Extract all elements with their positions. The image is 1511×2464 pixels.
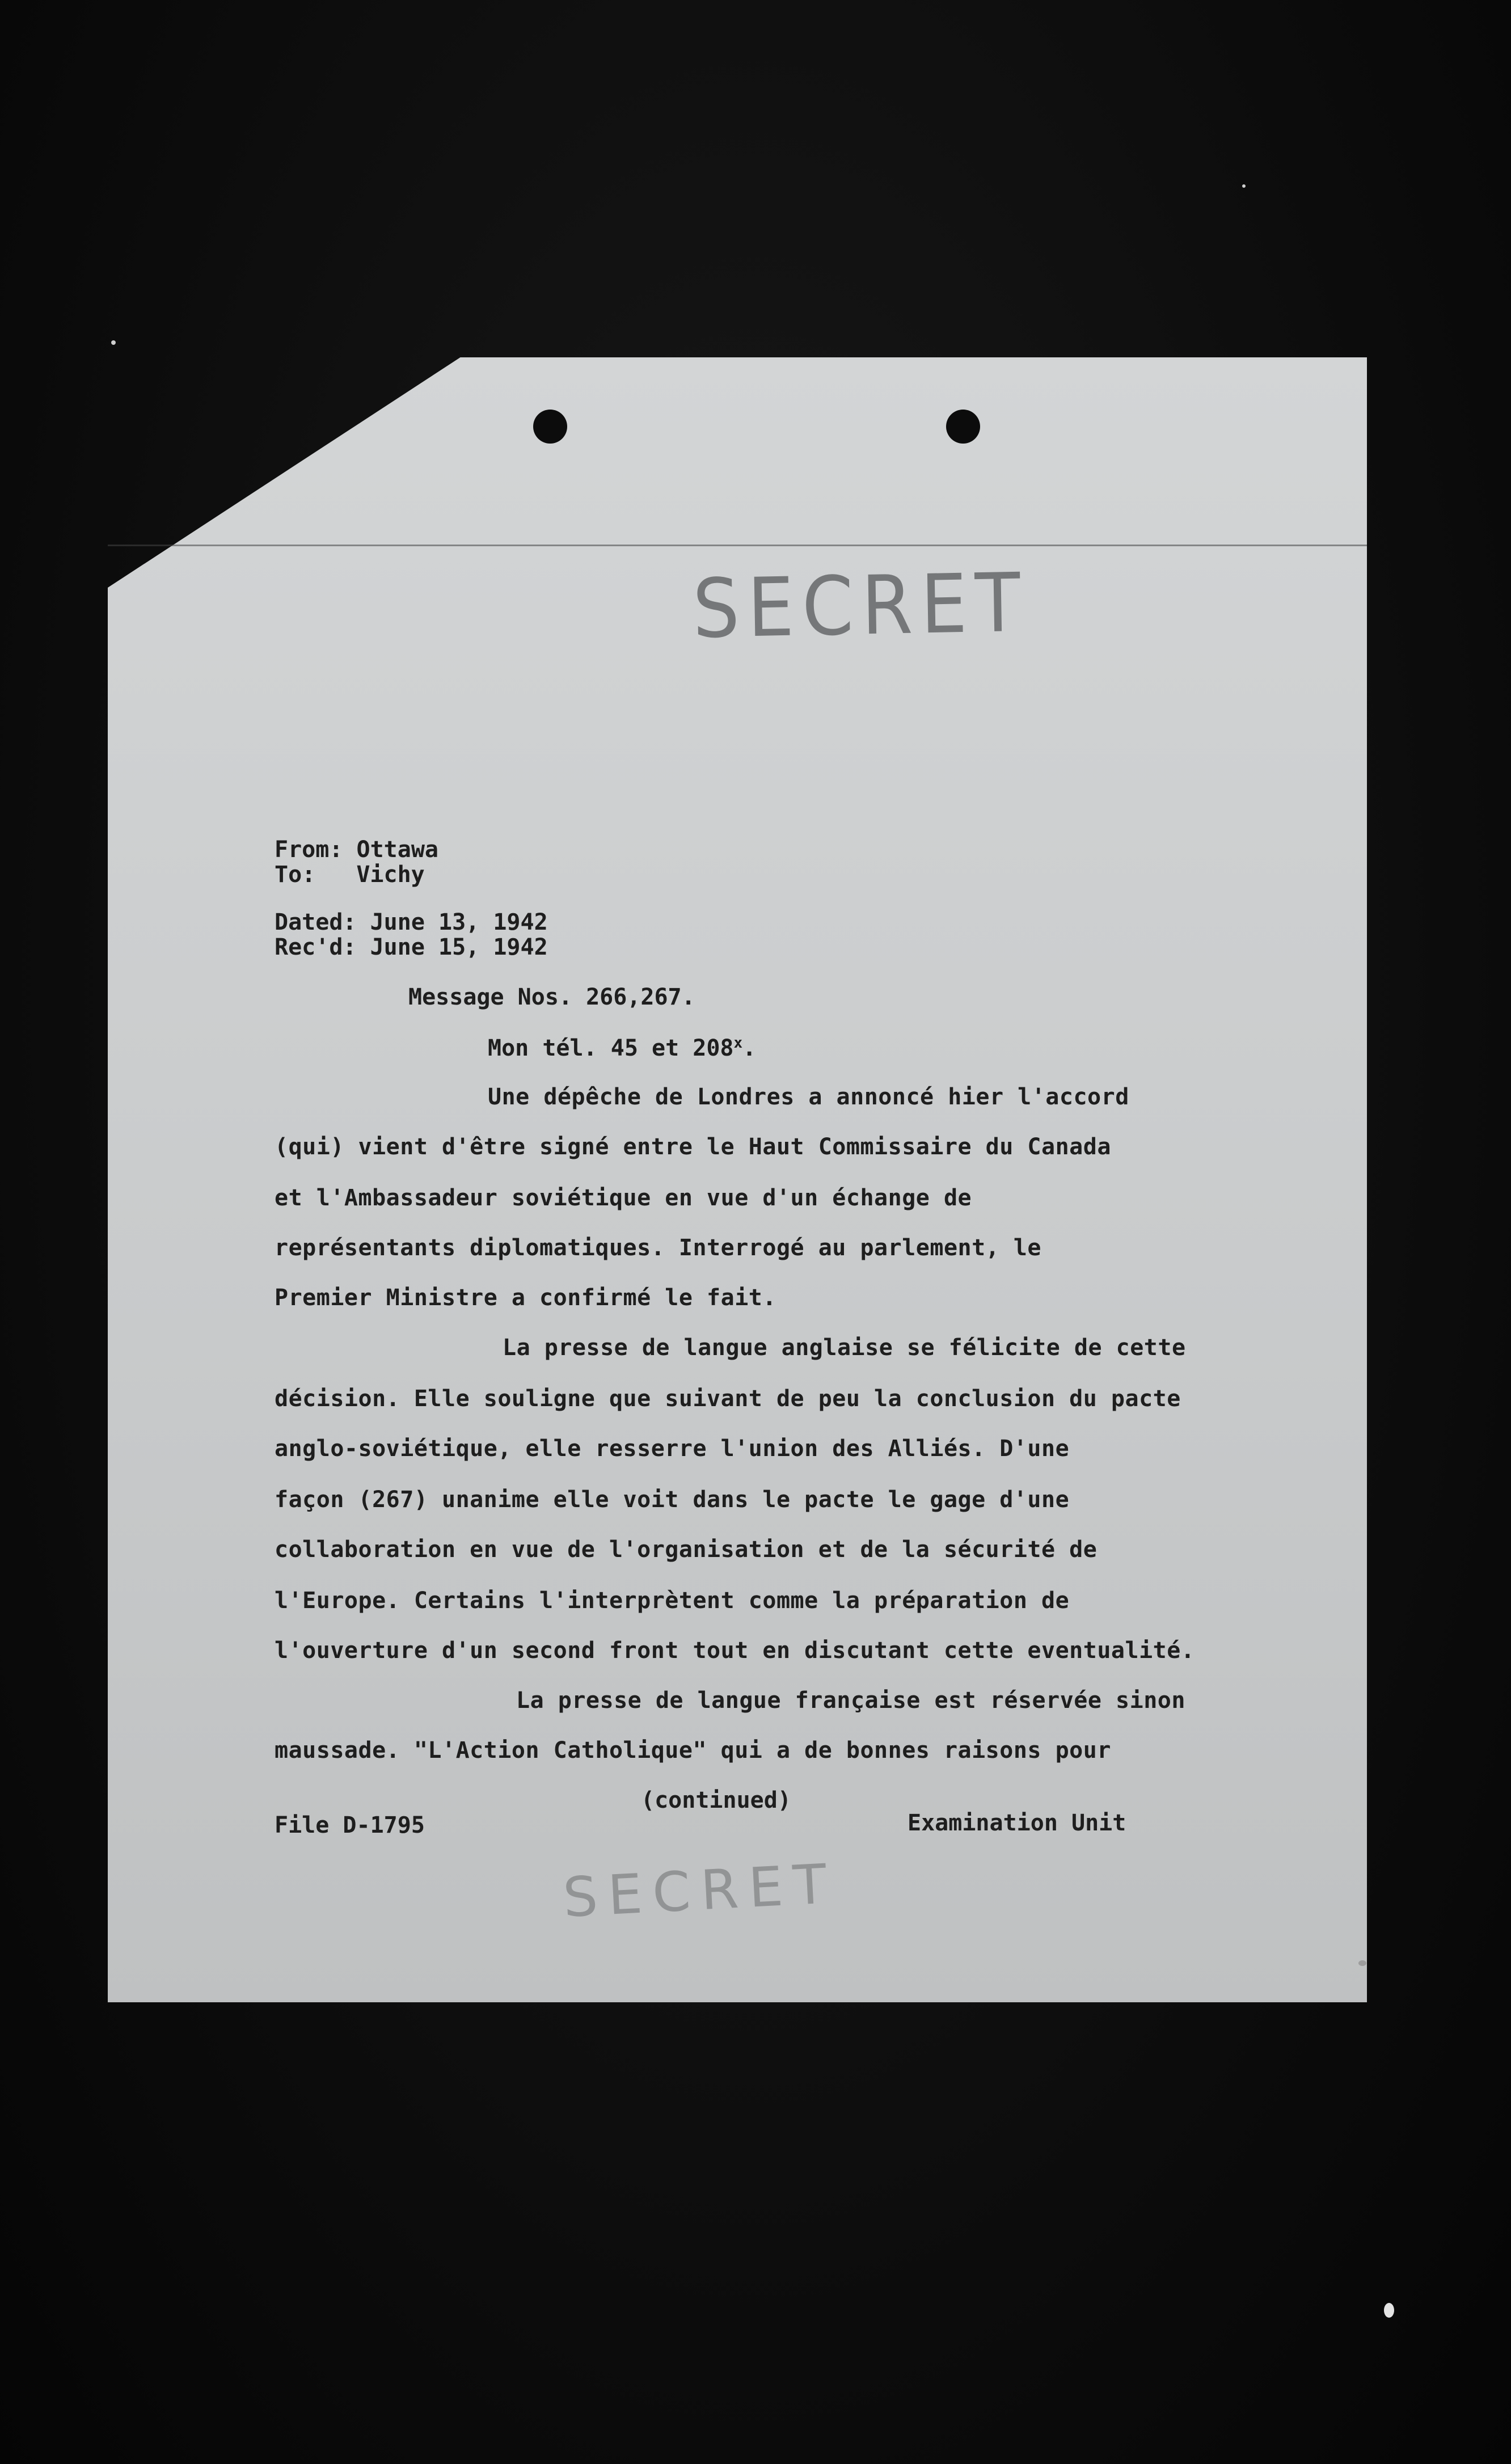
body-line-13: La presse de langue française est réservée sinon bbox=[516, 1687, 1185, 1714]
examination-unit: Examination Unit bbox=[908, 1810, 1126, 1836]
reference-superscript: x bbox=[733, 1035, 743, 1052]
received-label: Rec'd: bbox=[275, 934, 357, 960]
body-line-12: l'ouverture d'un second front tout en discutant cette eventualité. bbox=[275, 1638, 1195, 1664]
body-line-7: décision. Elle souligne que suivant de peu la conclusion du pacte bbox=[275, 1386, 1181, 1412]
reference-text: Mon tél. 45 et 208 bbox=[488, 1035, 734, 1061]
reference-line bbox=[488, 1036, 756, 1060]
body-line-11: l'Europe. Certains l'interprètent comme la préparation de bbox=[275, 1588, 1070, 1614]
reference-period: . bbox=[742, 1035, 757, 1061]
body-line-3: et l'Ambassadeur soviétique en vue d'un échange de bbox=[275, 1185, 972, 1211]
punch-hole-right bbox=[946, 410, 980, 444]
continued-note: (continued) bbox=[641, 1787, 791, 1813]
from-label: From: bbox=[275, 837, 343, 863]
message-numbers: Message Nos. 266,267. bbox=[408, 984, 695, 1010]
from-line bbox=[275, 838, 438, 861]
body-line-5: Premier Ministre a confirmé le fait. bbox=[275, 1285, 776, 1311]
body-line-4: représentants diplomatiques. Interrogé au parlement, le bbox=[275, 1235, 1042, 1261]
to-value: Vichy bbox=[356, 862, 425, 888]
secret-stamp-bottom: SECRET bbox=[562, 1851, 838, 1930]
body-line-6: La presse de langue anglaise se félicite de cette bbox=[503, 1335, 1186, 1361]
dated-line bbox=[275, 911, 548, 934]
received-value: June 15, 1942 bbox=[370, 934, 548, 960]
scan-speck bbox=[1358, 1960, 1366, 1966]
secret-stamp-top: SECRET bbox=[692, 555, 1029, 657]
body-line-8: anglo-soviétique, elle resserre l'union des Alliés. D'une bbox=[275, 1436, 1070, 1462]
scan-speck bbox=[1242, 184, 1246, 188]
scan-speck bbox=[1384, 2303, 1394, 2318]
body-line-9: façon (267) unanime elle voit dans le pacte le gage d'une bbox=[275, 1487, 1070, 1513]
body-line-1: Une dépêche de Londres a annoncé hier l'accord bbox=[488, 1084, 1129, 1110]
file-number: File D-1795 bbox=[275, 1812, 425, 1838]
to-label: To: bbox=[275, 862, 316, 888]
received-line bbox=[275, 936, 548, 959]
fold-line bbox=[108, 545, 1367, 546]
from-value: Ottawa bbox=[356, 837, 439, 863]
dated-label: Dated: bbox=[275, 909, 357, 935]
dated-value: June 13, 1942 bbox=[370, 909, 548, 935]
scan-speck bbox=[111, 340, 116, 345]
to-line bbox=[275, 863, 425, 886]
punch-hole-left bbox=[533, 410, 567, 444]
body-line-2: (qui) vient d'être signé entre le Haut Commissaire du Canada bbox=[275, 1134, 1111, 1160]
body-line-14: maussade. "L'Action Catholique" qui a de bonnes raisons pour bbox=[275, 1737, 1111, 1763]
body-line-10: collaboration en vue de l'organisation et de la sécurité de bbox=[275, 1537, 1098, 1563]
